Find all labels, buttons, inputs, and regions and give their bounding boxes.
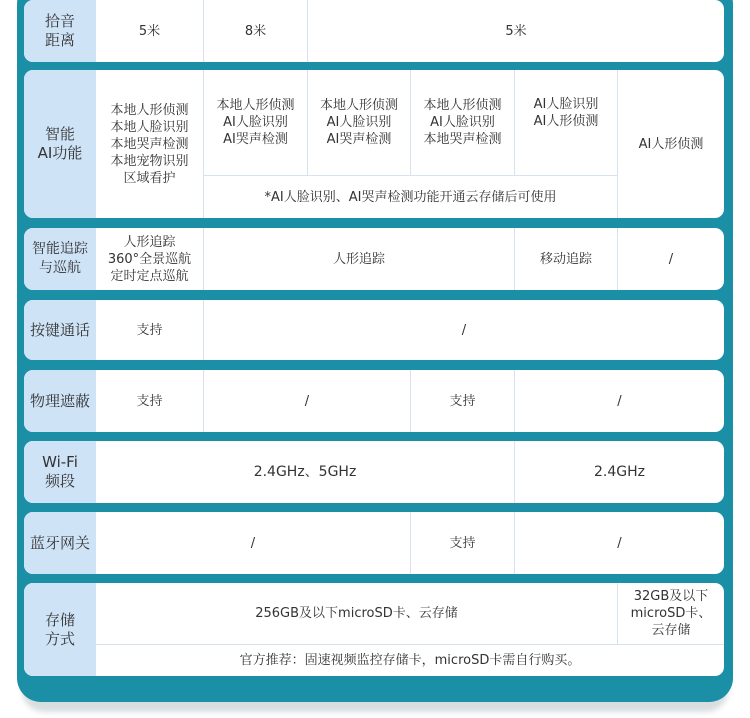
cell-wifi-2: 2.4GHz <box>594 463 645 480</box>
cell-ai-6: AI人形侦测 <box>638 136 704 152</box>
cell-pickup-1: 5米 <box>138 23 161 39</box>
row-header-privacy-shutter: 物理遮蔽 <box>24 370 96 432</box>
cell-bluetooth-3: / <box>617 535 622 551</box>
cell-call-1: 支持 <box>136 322 163 338</box>
row-header-tracking: 智能追踪 与巡航 <box>24 228 96 290</box>
cell-tracking-2: 人形追踪 <box>332 251 385 267</box>
row-header-storage: 存储 方式 <box>24 583 96 676</box>
ai-cloud-note: *AI人脸识别、AI哭声检测功能开通云存储后可使用 <box>264 189 557 205</box>
row-tracking <box>24 228 724 290</box>
row-smart-ai <box>24 70 724 218</box>
cell-call-2: / <box>461 322 467 338</box>
cell-tracking-1: 人形追踪 360°全景巡航 定时定点巡航 <box>107 234 192 284</box>
cell-pickup-3: 5米 <box>505 23 527 39</box>
cell-privacy-1: 支持 <box>136 393 163 409</box>
cell-pickup-2: 8米 <box>244 23 267 39</box>
cell-tracking-3: 移动追踪 <box>539 251 592 267</box>
row-header-bluetooth-gateway: 蓝牙网关 <box>24 512 96 574</box>
cell-privacy-2: / <box>304 393 310 409</box>
cell-privacy-4: / <box>617 393 622 409</box>
cell-privacy-3: 支持 <box>449 393 476 409</box>
cell-ai-2: 本地人形侦测 AI人脸识别 AI哭声检测 <box>216 98 295 147</box>
row-pickup-distance <box>24 0 724 62</box>
cell-storage-1: 256GB及以下microSD卡、云存储 <box>255 606 458 621</box>
cell-tracking-4: / <box>668 251 674 267</box>
cell-storage-2: 32GB及以下 microSD卡、 云存储 <box>630 589 712 638</box>
cell-bluetooth-1: / <box>250 535 256 551</box>
row-header-push-to-talk: 按键通话 <box>24 300 96 360</box>
row-header-pickup-distance: 拾音 距离 <box>24 0 96 62</box>
row-push-to-talk <box>24 300 724 360</box>
cell-ai-1: 本地人形侦测 本地人脸识别 本地哭声检测 本地宠物识别 区域看护 <box>110 102 189 186</box>
row-privacy-shutter <box>24 370 724 432</box>
cell-bluetooth-2: 支持 <box>449 535 476 551</box>
row-bluetooth-gateway <box>24 512 724 574</box>
storage-recommendation-note: 官方推荐：固速视频监控存储卡，microSD卡需自行购买。 <box>239 653 581 668</box>
cell-wifi-1: 2.4GHz、5GHz <box>253 463 357 480</box>
row-storage <box>24 583 724 676</box>
cell-ai-5: AI人脸识别 AI人形侦测 <box>533 97 599 129</box>
row-wifi-band <box>24 441 724 503</box>
cell-ai-4: 本地人形侦测 AI人脸识别 本地哭声检测 <box>423 98 502 147</box>
row-header-wifi-band: Wi-Fi 频段 <box>24 441 96 503</box>
row-header-smart-ai: 智能 AI功能 <box>24 70 96 218</box>
cell-ai-3: 本地人形侦测 AI人脸识别 AI哭声检测 <box>319 98 398 147</box>
